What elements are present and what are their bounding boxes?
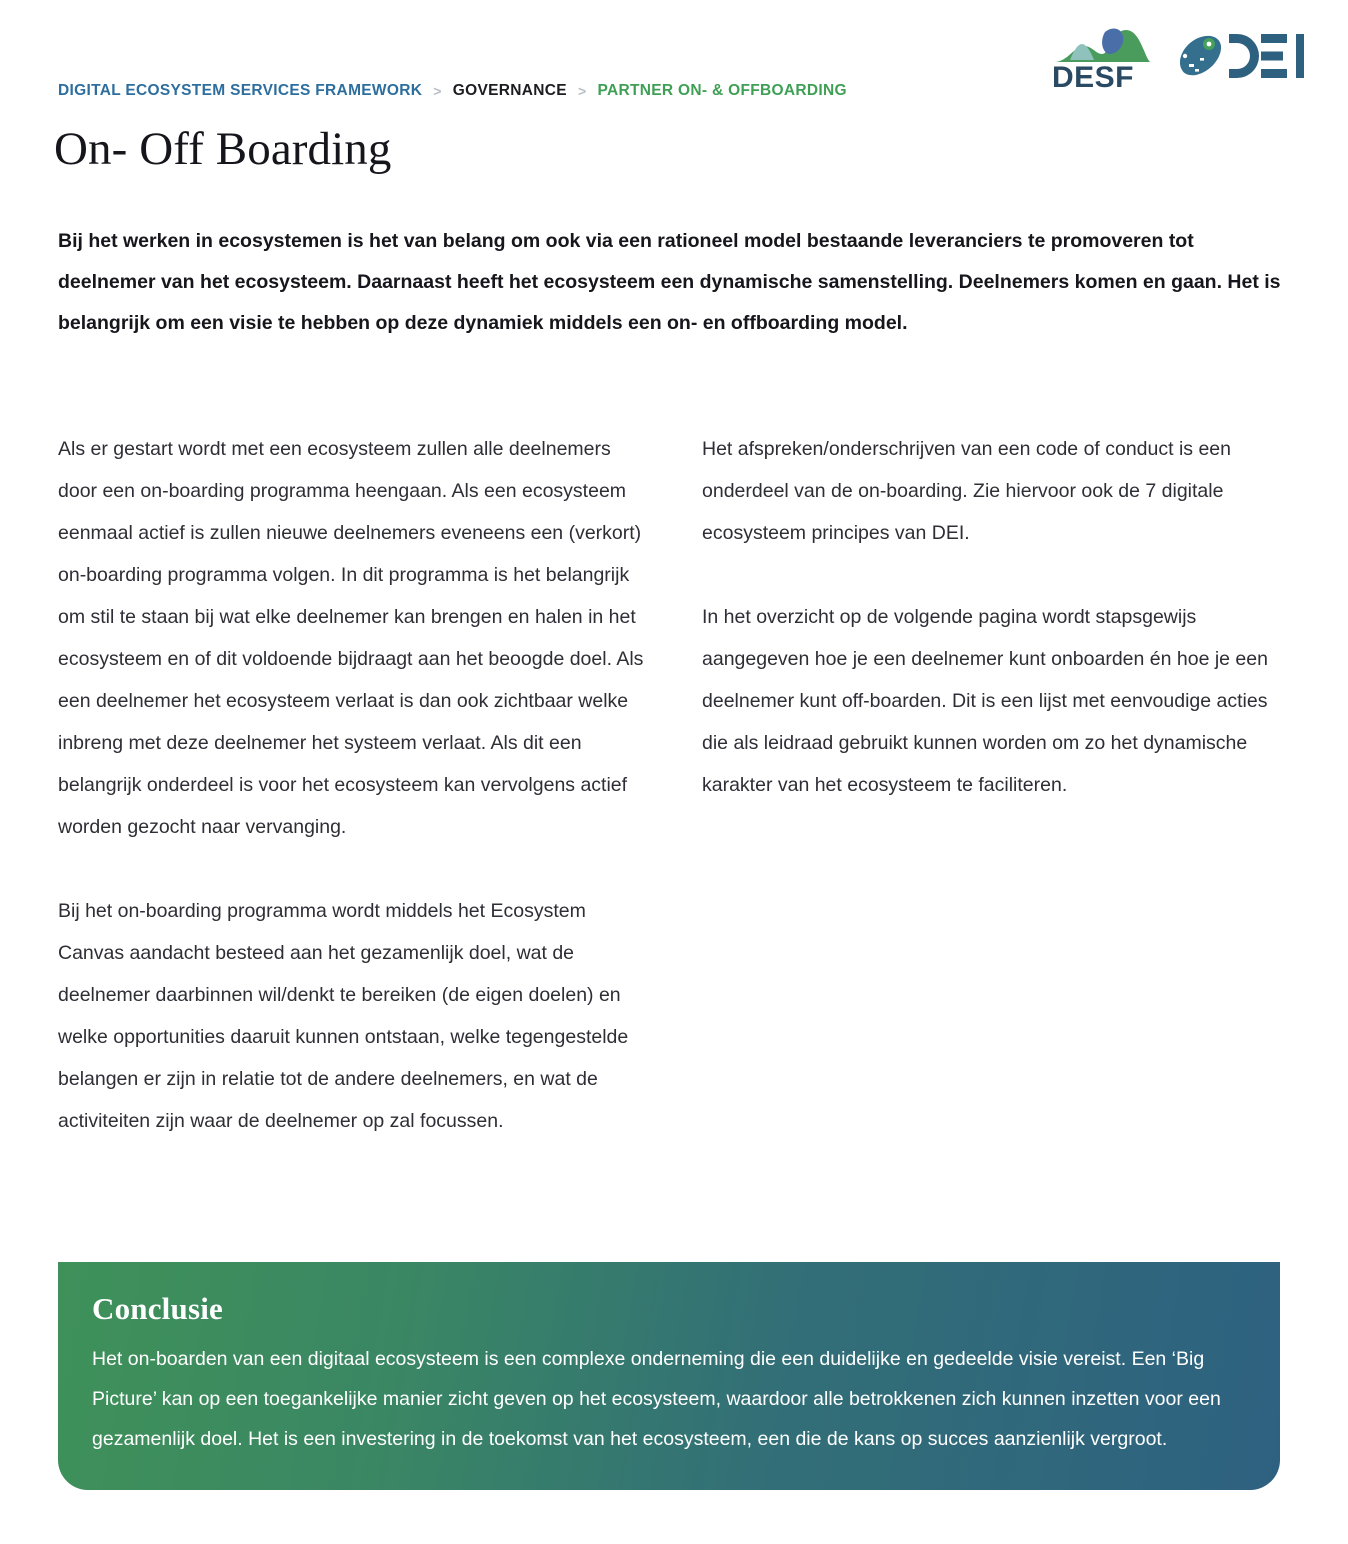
logo-group (1050, 16, 1306, 90)
conclusion-title: Conclusie (92, 1291, 223, 1326)
dei-seed-icon (1180, 36, 1221, 75)
left-column (58, 428, 646, 1142)
breadcrumb-separator-icon: > (433, 83, 442, 99)
dei-wordmark (1229, 34, 1304, 78)
left-paragraph-2: Bij het on-boarding programma wordt middels het Ecosystem Canvas aandacht besteed aan het gezamenlijk doel, wat de deelnemer daarbinnen wil/denkt te bereiken (de eigen doelen) en welke opportunities daaruit kunnen ontstaan, welke tegengestelde belangen er zijn in relatie tot de andere deelnemers, en wat de activiteiten zijn waar de deelnemer op zal focussen. (58, 900, 629, 1132)
conclusion-box (58, 1262, 1280, 1490)
breadcrumb (58, 82, 847, 100)
breadcrumb-separator-icon: > (577, 83, 587, 99)
right-column (702, 428, 1290, 1142)
right-paragraph-2: In het overzicht op de volgende pagina wordt stapsgewijs aangegeven hoe je een deelnemer kunt onboarden én hoe je een deelnemer kunt off-boarden. Dit is een lijst met eenvoudige acties die als leidraad gebruikt kunnen worden om zo het dynamische karakter van het ecosysteem te faciliteren. (702, 606, 1268, 796)
breadcrumb-item-partner-onboarding[interactable]: PARTNER ON- & OFFBOARDING (597, 82, 847, 99)
body-columns (58, 428, 1290, 1142)
page-header (0, 0, 1348, 112)
desf-logo[interactable] (1050, 16, 1154, 90)
conclusion-body: Het on-boarden van een digitaal ecosysteem is een complexe onderneming die een duidelijke en gedeelde visie vereist. Een ‘Big Picture’ kan op een toegankelijke manier zicht geven op het ecosysteem, waardoor alle betrokkenen zich kunnen inzetten voor een gezamenlijk doel. Het is een investering in de toekomst van het ecosysteem, een die de kans op succes aanzienlijk vergroot. (92, 1348, 1221, 1451)
breadcrumb-item-framework[interactable]: DIGITAL ECOSYSTEM SERVICES FRAMEWORK (58, 82, 423, 99)
svg-text:DESF: DESF (1052, 61, 1135, 90)
breadcrumb-item-governance[interactable]: GOVERNANCE (452, 82, 567, 99)
lead-paragraph: Bij het werken in ecosystemen is het van belang om ook via een rationeel model bestaande leveranciers te promoveren tot deelnemer van het ecosysteem. Daarnaast heeft het ecosysteem een dynamische samenstelling. Deelnemers komen en gaan. Het is belangrijk om een visie te hebben op deze dynamiek middels een on- en offboarding model. (58, 230, 1281, 334)
dei-logo[interactable] (1176, 28, 1306, 84)
right-paragraph-1: Het afspreken/onderschrijven van een code of conduct is een onderdeel van de on-boarding. Zie hiervoor ook de 7 digitale ecosysteem principes van DEI. (702, 438, 1231, 544)
left-paragraph-1: Als er gestart wordt met een ecosysteem zullen alle deelnemers door een on-boarding programma heengaan. Als een ecosysteem eenmaal actief is zullen nieuwe deelnemers eveneens een (verkort) on-boarding programma volgen. In dit programma is het belangrijk om stil te staan bij wat elke deelnemer kan brengen en halen in het ecosysteem en of dit voldoende bijdraagt aan het beoogde doel. Als een deelnemer het ecosysteem verlaat is dan ook zichtbaar welke inbreng met deze deelnemer het systeem verlaat. Als dit een belangrijk onderdeel is voor het ecosysteem kan vervolgens actief worden gezocht naar vervanging. (58, 438, 644, 838)
page-title: On- Off Boarding (54, 123, 392, 175)
